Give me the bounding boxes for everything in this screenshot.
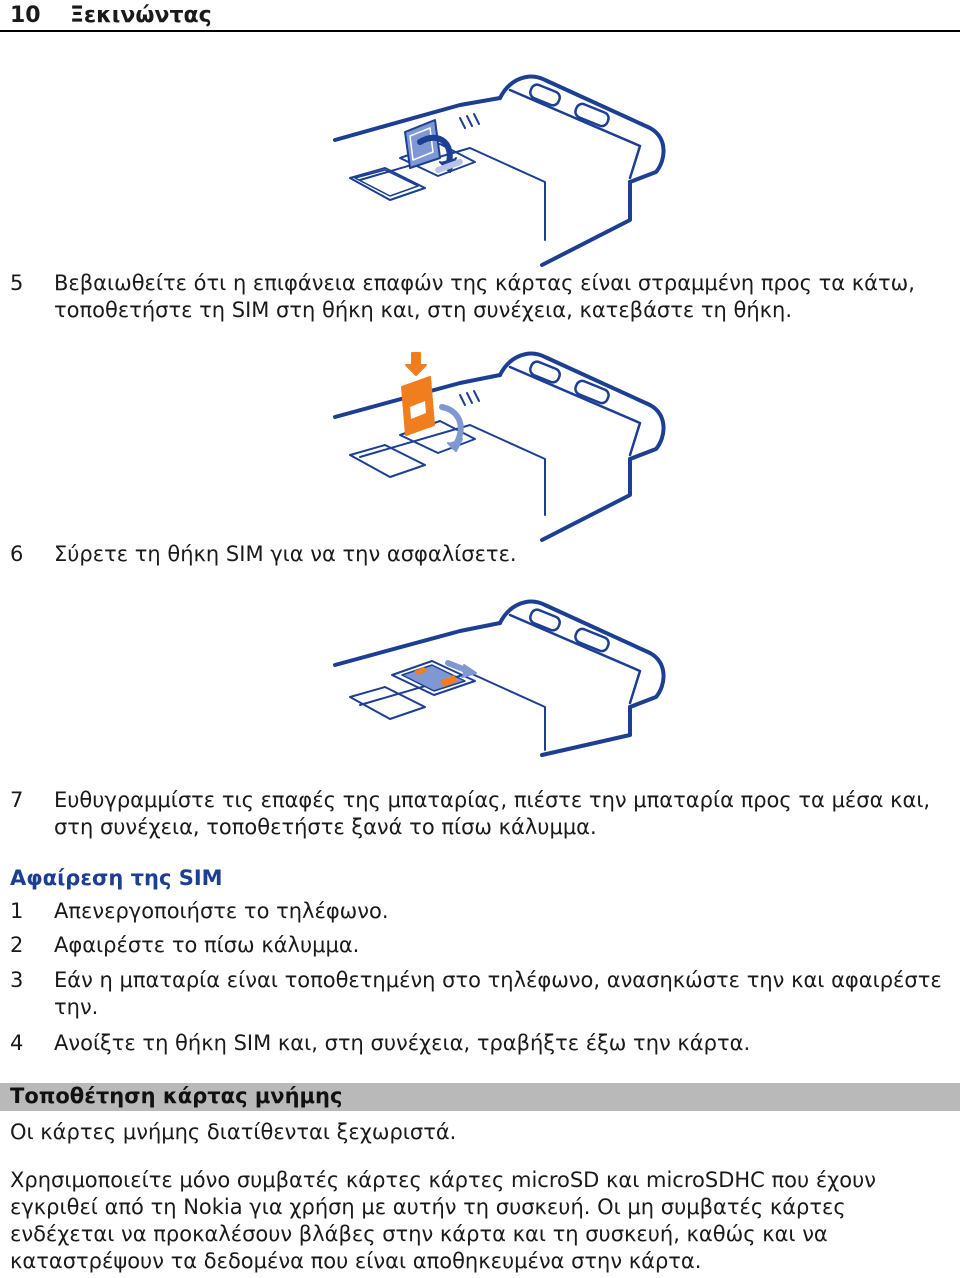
step-number: 7 [10,788,24,812]
section-heading-remove-sim: Αφαίρεση της SIM [10,866,223,890]
step-number: 1 [10,899,24,923]
sim-lock-illustration [330,585,670,760]
sim-open-illustration [330,70,670,270]
remove-step-3 [10,967,945,1021]
step-number: 3 [10,968,24,992]
step-number: 4 [10,1031,24,1055]
section-band-memory-card [0,1083,960,1111]
step-text: Σύρετε τη θήκη SIM για να την ασφαλίσετε. [54,542,517,566]
step-text: Απενεργοποιήστε το τηλέφωνο. [54,899,389,923]
step-text: Ευθυγραμμίστε τις επαφές της μπαταρίας, πιέστε την μπαταρία προς τα μέσα και, στη συνέχεια, τοποθετήστε ξανά το πίσω κάλυμμα. [54,788,931,839]
memory-card-compatibility: Χρησιμοποιείτε μόνο συμβατές κάρτες κάρτες microSD και microSDHC που έχουν εγκριθεί από τη Nokia για χρήση με αυτήν τη συσκευή. Οι μη συμβατές κάρτες ενδέχεται να προκαλέσουν βλάβες στην κάρτα και τη συσκευή, καθώς και να καταστρέψουν τα δεδομένα που είναι αποθηκευμένα στην κάρτα. [10,1168,877,1273]
step-number: 5 [10,271,24,295]
remove-step-4 [10,1030,945,1057]
remove-step-2 [10,932,945,959]
step-text: Ανοίξτε τη θήκη SIM και, στη συνέχεια, τραβήξτε έξω την κάρτα. [54,1031,751,1055]
step-7 [10,787,945,841]
page-header [0,0,960,32]
step-number: 6 [10,542,24,566]
step-text: Εάν η μπαταρία είναι τοποθετημένη στο τηλέφωνο, ανασηκώστε την και αφαιρέστε την. [54,968,942,1019]
sim-insert-illustration [330,345,670,545]
memory-card-note: Οι κάρτες μνήμης διατίθενται ξεχωριστά. [10,1120,457,1144]
chapter-title: Ξεκινώντας [70,3,212,28]
step-6 [10,541,945,568]
step-5 [10,270,945,324]
step-text: Αφαιρέστε το πίσω κάλυμμα. [54,933,360,957]
page-number: 10 [10,3,41,28]
step-number: 2 [10,933,24,957]
remove-step-1 [10,898,945,925]
section-heading-memory-card: Τοποθέτηση κάρτας μνήμης [10,1084,343,1108]
step-text: Βεβαιωθείτε ότι η επιφάνεια επαφών της κάρτας είναι στραμμένη προς τα κάτω, τοποθετήστε τη SIM στη θήκη και, στη συνέχεια, κατεβάστε τη θήκη. [54,271,915,322]
